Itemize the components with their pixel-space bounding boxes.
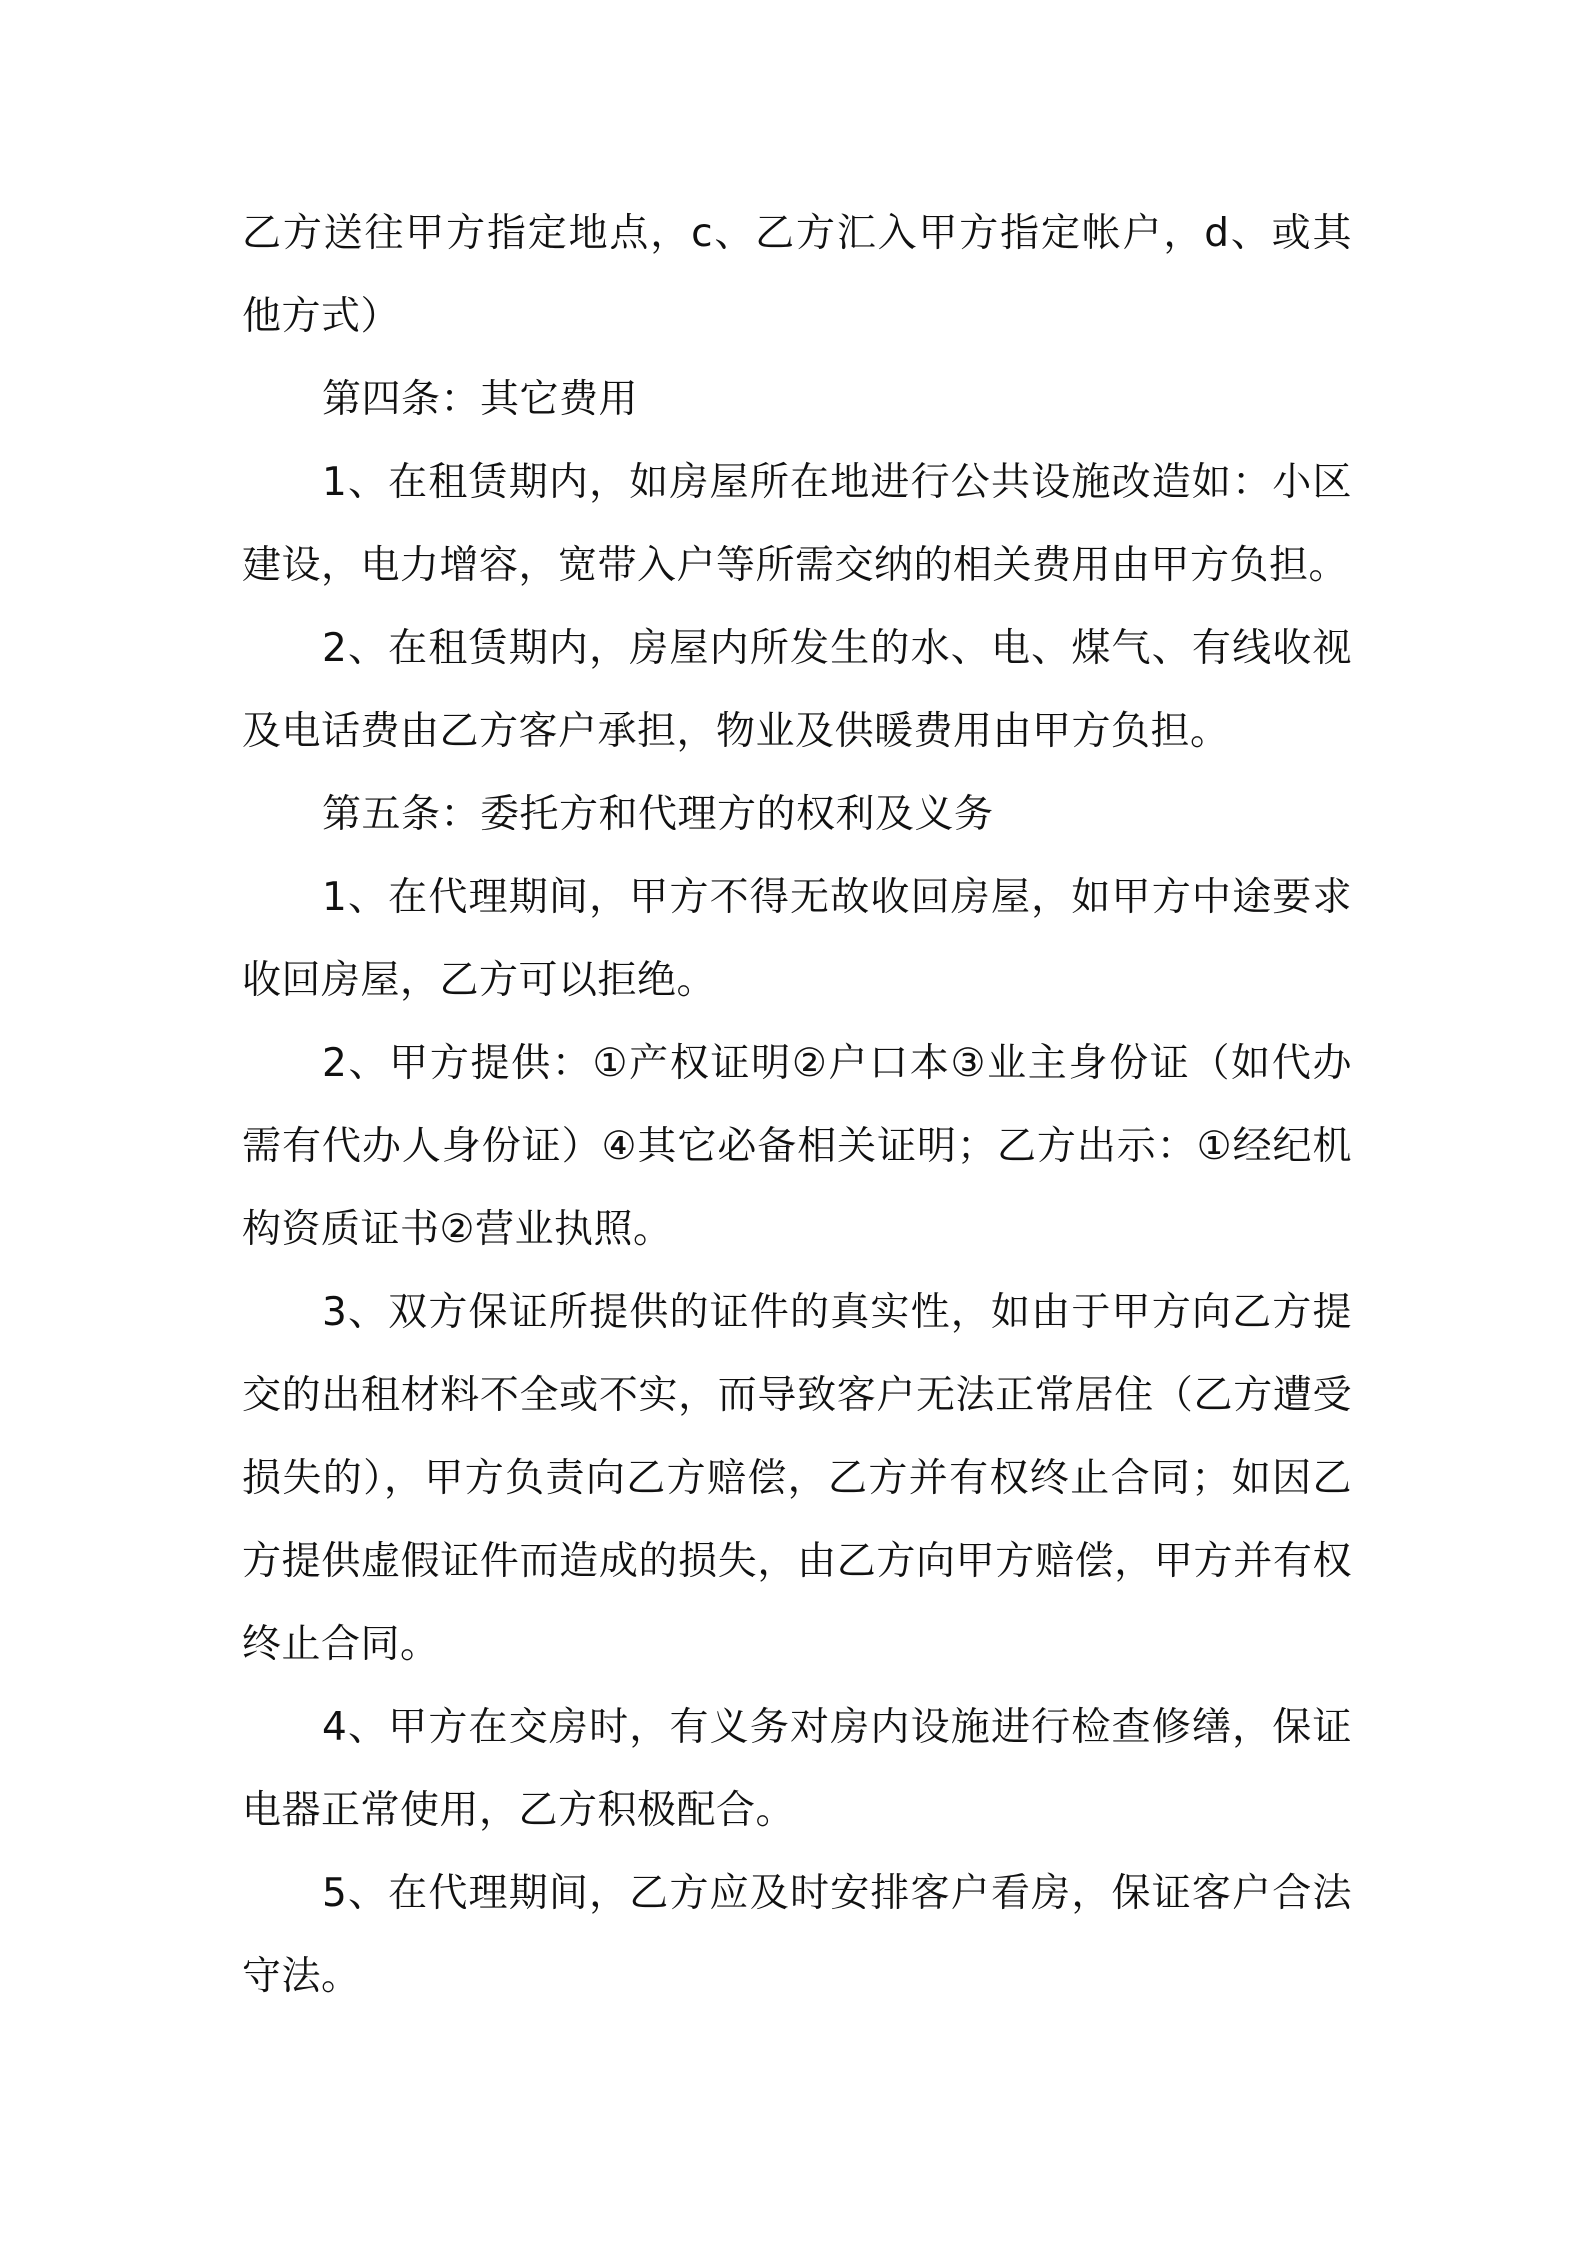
document-body — [242, 192, 1352, 2018]
article-5-heading: 第五条：委托方和代理方的权利及义务 — [322, 792, 994, 837]
article-5-clause-3: 3、双方保证所提供的证件的真实性，如由于甲方向乙方提交的出租材料不全或不实，而导致客户无法正常居住（乙方遭受损失的），甲方负责向乙方赔偿，乙方并有权终止合同；如因乙方提供虚假证件而造成的损失，由乙方向甲方赔偿，甲方并有权终止合同。 — [242, 1290, 1352, 1667]
article-5-clause-2: 2、甲方提供：①产权证明②户口本③业主身份证（如代办需有代办人身份证）④其它必备相关证明；乙方出示：①经纪机构资质证书②营业执照。 — [242, 1041, 1352, 1252]
article-4-heading: 第四条：其它费用 — [322, 377, 639, 422]
article-4-clause-2: 2、在租赁期内，房屋内所发生的水、电、煤气、有线收视及电话费由乙方客户承担，物业及供暖费用由甲方负担。 — [242, 626, 1352, 754]
article-5-clause-5: 5、在代理期间，乙方应及时安排客户看房，保证客户合法守法。 — [242, 1871, 1352, 1999]
article-4-clause-1: 1、在租赁期内，如房屋所在地进行公共设施改造如：小区建设，电力增容，宽带入户等所需交纳的相关费用由甲方负担。 — [242, 460, 1352, 588]
article-5-clause-4: 4、甲方在交房时，有义务对房内设施进行检查修缮，保证电器正常使用，乙方积极配合。 — [242, 1705, 1352, 1833]
paragraph-continuation: 乙方送往甲方指定地点，c、乙方汇入甲方指定帐户，d、或其他方式） — [242, 211, 1352, 339]
article-5-clause-1: 1、在代理期间，甲方不得无故收回房屋，如甲方中途要求收回房屋，乙方可以拒绝。 — [242, 875, 1352, 1003]
